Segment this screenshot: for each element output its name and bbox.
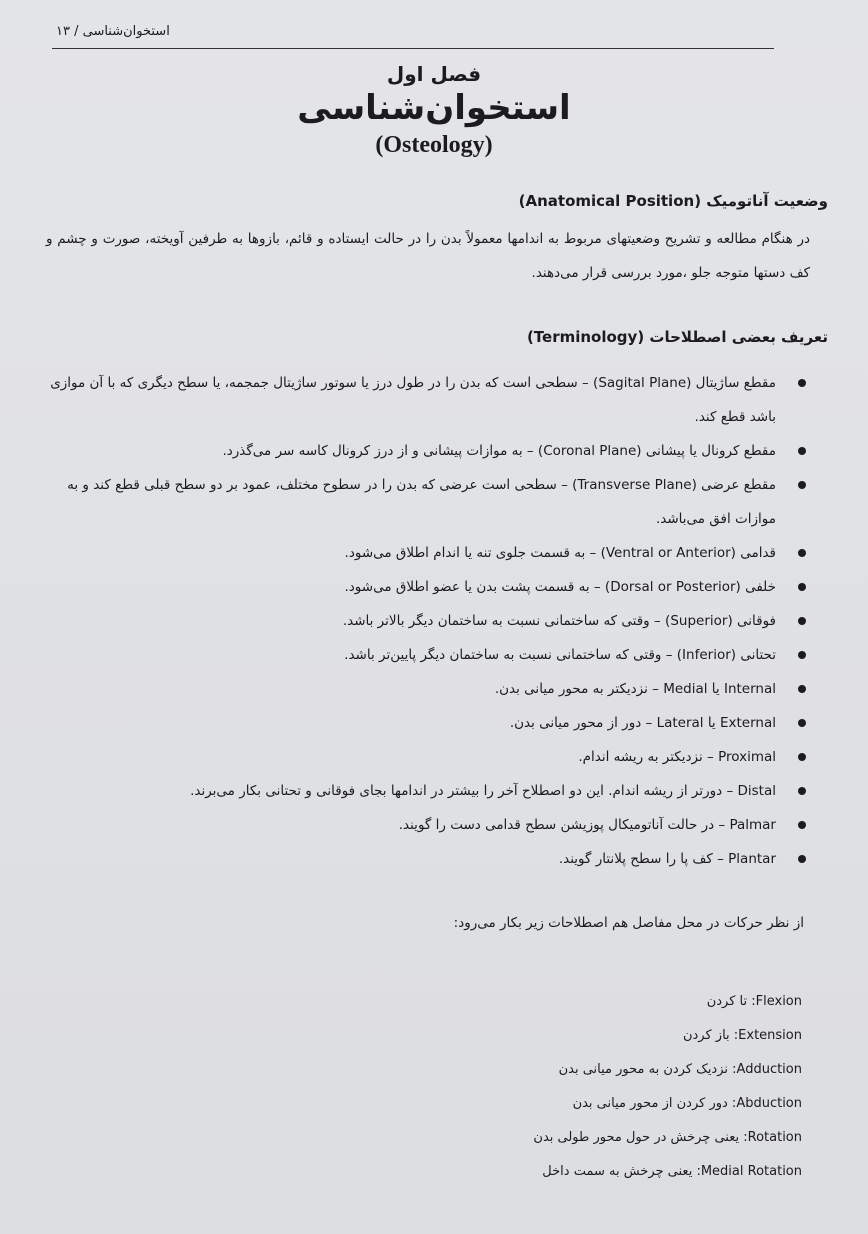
list-item: خلفی (Dorsal or Posterior) – به قسمت پشت بدن یا عضو اطلاق می‌شود. [44,570,806,604]
bullet-icon [798,583,806,591]
bullet-icon [798,787,806,795]
chapter-heading [0,62,868,159]
chapter-latin-title: (Osteology) [375,132,493,158]
list-item: Medial Rotation: یعنی چرخش به سمت داخل [542,1164,802,1179]
list-item: مقطع کرونال یا پیشانی (Coronal Plane) – به موازات پیشانی و از درز کرونال کاسه سر می‌گذرد. [44,434,806,468]
list-item: Flexion: تا کردن [706,994,802,1009]
anatomical-position-text: در هنگام مطالعه و تشریح وضعیتهای مربوط به اندامها معمولاً بدن را در حالت ایستاده و قائم، بازوها به طرفین آویخته، صورت و چشم و کف دستها متوجه جلو ،مورد بررسی قرار می‌دهند. [46,231,810,281]
running-title: استخوان‌شناسی / ۱۳ [56,24,170,39]
list-item: مقطع ساژیتال (Sagital Plane) – سطحی است که بدن را در طول درز یا سوتور ساژیتال جمجمه، یا سطح دیگری که با آن موازی باشد قطع کند. [44,366,806,434]
bullet-icon [798,481,806,489]
list-item: External یا Lateral – دور از محور میانی بدن. [44,706,806,740]
list-item: Plantar – کف پا را سطح پلانتار گویند. [44,842,806,876]
bullet-icon [798,821,806,829]
bullet-icon [798,855,806,863]
running-header [52,22,774,49]
bullet-icon [798,379,806,387]
list-item: Proximal – نزدیکتر به ریشه اندام. [44,740,806,774]
bullet-icon [798,753,806,761]
list-item: تحتانی (Inferior) – وقتی که ساختمانی نسبت به ساختمان دیگر پایین‌تر باشد. [44,638,806,672]
list-item: Internal یا Medial – نزدیکتر به محور میانی بدن. [44,672,806,706]
list-item: فوقانی (Superior) – وقتی که ساختمانی نسبت به ساختمان دیگر بالاتر باشد. [44,604,806,638]
bullet-icon [798,651,806,659]
list-item: Distal – دورتر از ریشه اندام. این دو اصطلاح آخر را بیشتر در اندامها بجای فوقانی و تحتانی بکار می‌برند. [44,774,806,808]
list-item: Adduction: نزدیک کردن به محور میانی بدن [558,1062,802,1077]
chapter-title: استخوان‌شناسی [297,88,571,128]
section-heading-terminology: تعریف بعضی اصطلاحات (Terminology) [526,328,828,346]
list-item: Extension: باز کردن [682,1028,802,1043]
list-item: مقطع عرضی (Transverse Plane) – سطحی است عرضی که بدن را در سطوح مختلف، عمود بر دو سطح قبلی قطع کند و به موازات افق می‌باشد. [44,468,806,536]
list-item: Rotation: یعنی چرخش در حول محور طولی بدن [533,1130,802,1145]
joint-movements-list [533,985,802,1189]
bullet-icon [798,685,806,693]
chapter-label: فصل اول [386,62,482,86]
bullet-icon [798,549,806,557]
list-item: Palmar – در حالت آناتومیکال پوزیشن سطح قدامی دست را گویند. [44,808,806,842]
joint-movements-intro: از نظر حرکات در محل مفاصل هم اصطلاحات زیر بکار می‌رود: [453,915,804,931]
bullet-icon [798,719,806,727]
bullet-icon [798,447,806,455]
list-item: Abduction: دور کردن از محور میانی بدن [572,1096,802,1111]
bullet-icon [798,617,806,625]
section-heading-anatomical-position: وضعیت آناتومیک (Anatomical Position) [518,192,828,210]
list-item: قدامی (Ventral or Anterior) – به قسمت جلوی تنه یا اندام اطلاق می‌شود. [44,536,806,570]
terminology-list [44,366,806,876]
